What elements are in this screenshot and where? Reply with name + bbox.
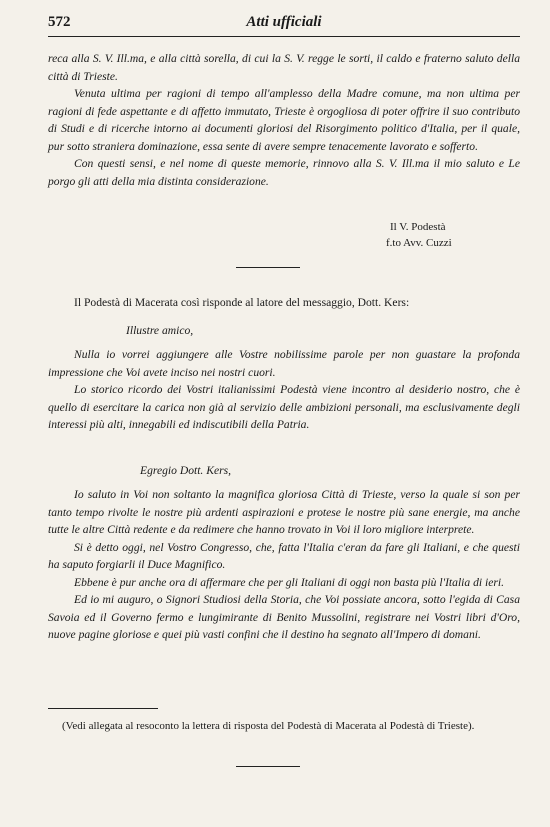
footnote: (Vedi allegata al resoconto la lettera di risposta del Podestà di Macerata al Podestà di Trieste). (62, 720, 475, 732)
reply-body-2 (48, 486, 520, 644)
reply-paragraph: Nulla io vorrei aggiungere alle Vostre nobilissime parole per non guastare la profonda impressione che Voi avete inciso nei nostri cuori. (48, 348, 520, 379)
reply-body-1 (48, 346, 520, 434)
signature-block (386, 219, 452, 251)
page-number: 572 (48, 14, 71, 30)
salutation: Illustre amico, (126, 324, 194, 337)
reply-intro: Il Podestà di Macerata così risponde al latore del messaggio, Dott. Kers: (74, 296, 410, 309)
letter-paragraph: Con questi sensi, e nel nome di queste memorie, rinnovo alla S. V. Ill.ma il mio saluto e Le porgo gli atti della mia distinta considerazione. (48, 157, 520, 188)
salutation: Egregio Dott. Kers, (140, 464, 232, 477)
signature-name: f.to Avv. Cuzzi (386, 237, 452, 249)
reply-paragraph: Ebbene è pur anche ora di affermare che per gli Italiani di oggi non basta più l'Italia di ieri. (74, 575, 504, 589)
reply-paragraph: Io saluto in Voi non soltanto la magnifica gloriosa Città di Trieste, verso la quale si son per tanto tempo rivolte le nostre più ardenti aspirazioni e protese le nostre più sane energie, ma anche tutte le altre Città redente e da redimere che hanno trovato in Voi il loro migliore interprete. (48, 488, 520, 536)
letter-paragraph: Venuta ultima per ragioni di tempo all'amplesso della Madre comune, ma non ultima per ragioni di fede aspettante e di affetto immutato, Trieste è orgogliosa di poter offrire il suo contributo di Studi e di ricerche intorno ai documenti gloriosi del Risorgimento politico d'Italia, per il quale, pur sotto straniera dominazione, essa sente di avere sempre tenacemente lavorato e sofferto. (48, 87, 520, 153)
end-divider (236, 766, 300, 767)
footnote-rule (48, 708, 158, 709)
reply-intro-block (48, 294, 520, 312)
letter-paragraph: reca alla S. V. Ill.ma, e alla città sorella, di cui la S. V. regge le sorti, il caldo e fraterno saluto della città di Trieste. (48, 52, 520, 83)
signature-title: Il V. Podestà (390, 221, 446, 233)
reply-paragraph: Si è detto oggi, nel Vostro Congresso, che, fatta l'Italia c'eran da fare gli Italiani, e che questi ha saputo forgiarli il Duce Magnifico. (48, 540, 520, 571)
reply-paragraph: Ed io mi auguro, o Signori Studiosi della Storia, che Voi possiate ancora, sotto l'egida di Casa Savoia ed il Governo fermo e lungimirante di Benito Mussolini, registrare nei Vostri libri d'Oro, nuove pagine gloriose e quei più vasti confini che il destino ha segnato all'Impero di domani. (48, 593, 520, 641)
page-header (48, 14, 520, 37)
reply-paragraph: Lo storico ricordo dei Vostri italianissimi Podestà viene incontro al desiderio nostro, che è quello di esercitare la carica non già al servizio delle ambizioni personali, ma esclusivamente degli interessi più alti, innegabili ed indiscutibili della Patria. (48, 383, 520, 431)
running-title: Atti ufficiali (246, 14, 322, 30)
letter-body (48, 50, 520, 190)
section-divider (236, 267, 300, 268)
